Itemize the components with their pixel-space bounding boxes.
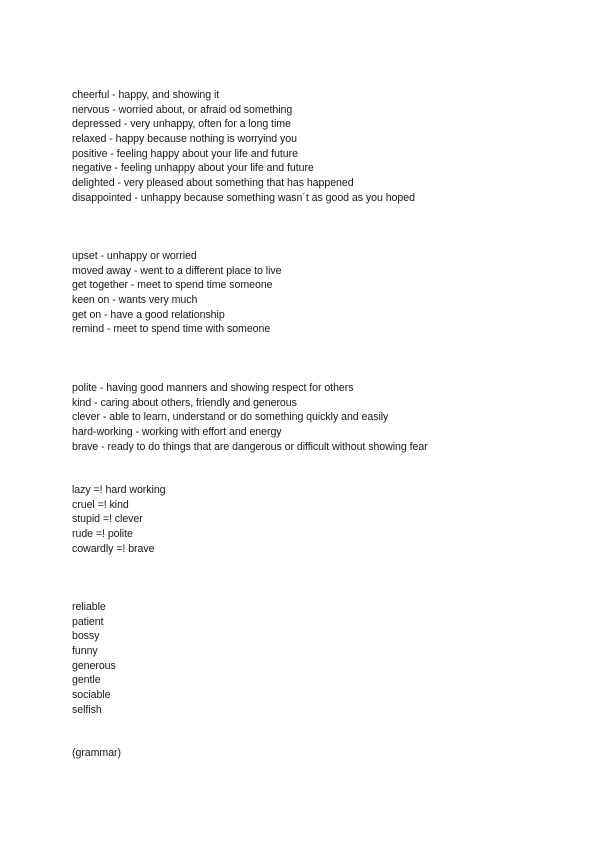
text-line: kind - caring about others, friendly and generous [72,396,297,409]
text-line: cheerful - happy, and showing it [72,89,220,101]
text-line: stupid =! clever [72,513,143,526]
grammar-note [72,746,121,761]
text-line: delighted - very pleased about something that has happened [72,177,354,190]
text-line: bossy [72,630,100,643]
text-line: (grammar) [72,747,121,759]
text-line: rude =! polite [72,528,133,541]
text-line: hard-working - working with effort and energy [72,426,282,439]
text-line: disappointed - unhappy because something wasn´t as good as you hoped [72,191,415,204]
text-line: keen on - wants very much [72,294,198,307]
text-line: selfish [72,703,102,716]
adjectives-list [72,600,116,718]
text-line: negative - feeling unhappy about your life and future [72,162,314,175]
text-line: sociable [72,689,111,702]
text-line: gentle [72,674,101,687]
text-line: get on - have a good relationship [72,308,225,321]
text-line: nervous - worried about, or afraid od something [72,103,293,116]
text-line: cruel =! kind [72,498,129,511]
text-line: generous [72,659,116,672]
personality-definitions-list [72,381,428,454]
text-line: remind - meet to spend time with someone [72,323,271,336]
text-line: funny [72,645,98,658]
text-line: depressed - very unhappy, often for a long time [72,118,291,131]
opposites-list [72,483,166,556]
text-line: polite - having good manners and showing respect for others [72,382,354,394]
text-line: get together - meet to spend time someone [72,279,273,292]
phrasal-definitions-list [72,249,282,337]
text-line: patient [72,615,104,628]
text-line: lazy =! hard working [72,484,166,496]
text-line: moved away - went to a different place to live [72,264,282,277]
feelings-definitions-list [72,88,415,206]
text-line: positive - feeling happy about your life and future [72,147,298,160]
text-line: upset - unhappy or worried [72,250,197,262]
text-line: cowardly =! brave [72,542,155,555]
text-line: relaxed - happy because nothing is worryind you [72,133,297,146]
text-line: reliable [72,601,106,613]
text-line: clever - able to learn, understand or do something quickly and easily [72,411,389,424]
text-line: brave - ready to do things that are dangerous or difficult without showing fear [72,440,428,453]
